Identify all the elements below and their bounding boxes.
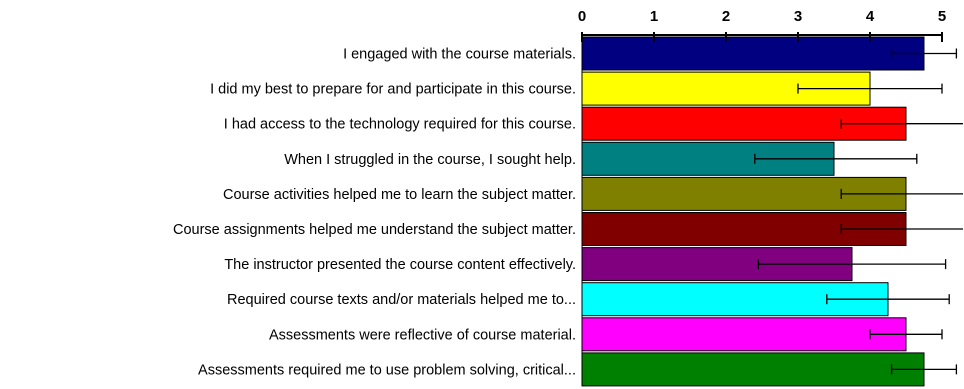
x-tick-label-5: 5: [937, 8, 947, 25]
category-label-8: Assessments were reflective of course material.: [268, 327, 576, 344]
x-tick-label-1: 1: [649, 8, 659, 25]
x-tick-label-2: 2: [721, 8, 731, 25]
bar-8: [582, 318, 906, 351]
category-label-0: I engaged with the course materials.: [343, 46, 576, 63]
bar-0: [582, 37, 924, 70]
x-tick-label-3: 3: [793, 8, 803, 25]
category-label-9: Assessments required me to use problem solving, critical...: [198, 362, 576, 379]
bar-9: [582, 353, 924, 386]
category-label-5: Course assignments helped me understand the subject matter.: [172, 222, 576, 238]
bars-layer: [582, 37, 924, 386]
category-label-6: The instructor presented the course content effectively.: [224, 257, 576, 274]
x-tick-label-0: 0: [577, 8, 587, 25]
x-tick-label-4: 4: [865, 8, 875, 25]
category-labels: [173, 47, 576, 379]
category-label-2: I had access to the technology required for this course.: [223, 116, 576, 133]
category-label-1: I did my best to prepare for and participate in this course.: [210, 81, 576, 98]
category-label-3: When I struggled in the course, I sought help.: [284, 151, 576, 168]
category-label-7: Required course texts and/or materials helped me to...: [227, 292, 576, 309]
category-label-4: Course activities helped me to learn the subject matter.: [222, 186, 576, 203]
